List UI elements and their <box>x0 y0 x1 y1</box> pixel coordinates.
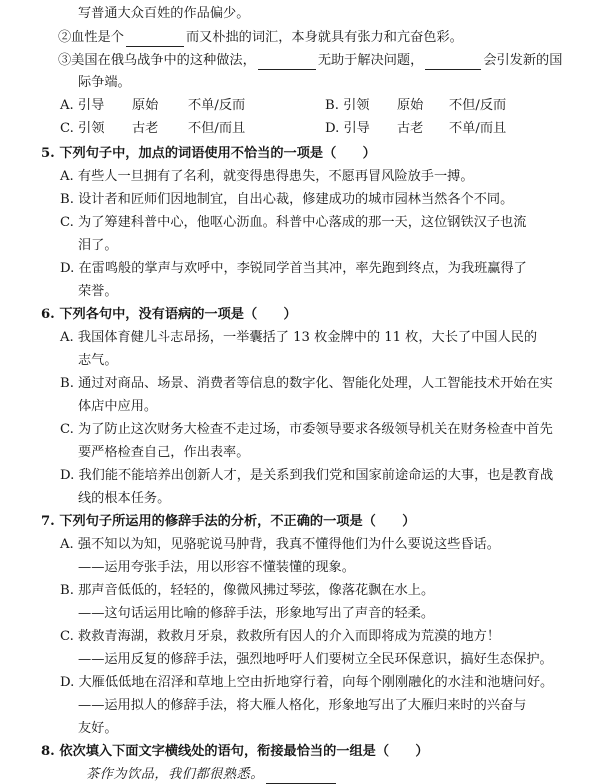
q8-passage <box>86 766 338 784</box>
opt-word1: B. 引领 <box>325 98 370 113</box>
q7-option-d-analysis: ——运用拟人的修辞手法，将大雁人格化，形象地写出了大雁归来时的兴奋与 <box>78 698 527 713</box>
q4-option-c[interactable] <box>60 120 246 138</box>
fill-blank <box>425 55 481 70</box>
opt-word2: 原始 <box>132 98 159 113</box>
opt-word3: 不单/而且 <box>449 121 507 136</box>
opt-word3: 不但/反而 <box>449 98 507 113</box>
q6-option-d-wrap: 线的根本任务。 <box>78 491 171 506</box>
q7-option-b[interactable]: B. 那声音低低的，轻轻的，像微风拂过琴弦，像落花飘在水上。 <box>60 583 435 598</box>
q4-s3-part2: 无助于解决问题， <box>317 53 424 68</box>
opt-word2: 古老 <box>132 121 159 136</box>
opt-word3: 不但/而且 <box>188 121 246 136</box>
q5-option-d[interactable]: D. 在雷鸣般的掌声与欢呼中，李锐同学首当其冲，率先跑到终点，为我班赢得了 <box>60 261 527 276</box>
q6-option-c[interactable]: C. 为了防止这次财务大检查不走过场，市委领导要求各级领导机关在财务检查中首先 <box>60 422 553 437</box>
q7-option-b-analysis: ——这句话运用比喻的修辞手法，形象地写出了声音的轻柔。 <box>78 606 435 621</box>
q5-option-d-wrap: 荣誉。 <box>78 284 118 299</box>
q8-passage-part1: 茶作为饮品，我们都很熟悉。 <box>86 767 264 782</box>
q7-stem: 7. 下列句子所运用的修辞手法的分析，不正确的一项是（ ） <box>41 514 416 529</box>
q4-option-d[interactable] <box>325 120 507 138</box>
opt-word2: 原始 <box>397 98 424 113</box>
q6-option-a[interactable]: A. 我国体育健儿斗志昂扬，一举囊括了 13 枚金牌中的 11 枚，大长了中国人民的 <box>60 330 538 345</box>
q4-s3-part1: ③美国在俄乌战争中的这种做法， <box>58 53 256 68</box>
q6-option-b-wrap: 体店中应用。 <box>78 399 158 414</box>
q5-option-b[interactable]: B. 设计者和匠师们因地制宜，自出心裁，修建成功的城市园林当然各个不同。 <box>60 192 514 207</box>
q4-option-a[interactable] <box>60 97 246 115</box>
fill-blank <box>258 55 316 70</box>
q5-option-c[interactable]: C. 为了筹建科普中心，他呕心沥血。科普中心落成的那一天，这位钢铁汉子也流 <box>60 215 527 230</box>
line-continuation: 写普通大众百姓的作品偏少。 <box>78 6 250 21</box>
q5-option-c-wrap: 泪了。 <box>78 238 118 253</box>
q7-option-c-analysis: ——运用反复的修辞手法，强烈地呼吁人们要树立全民环保意识，搞好生态保护。 <box>78 652 553 667</box>
opt-word1: C. 引领 <box>60 121 105 136</box>
q4-s2-part2: 而又朴拙的词汇，本身就具有张力和亢奋色彩。 <box>185 30 463 45</box>
fill-blank <box>126 32 184 47</box>
q4-sentence-3 <box>58 52 562 70</box>
q8-stem: 8. 依次填入下面文字横线处的语句，衔接最恰当的一组是（ ） <box>41 744 429 759</box>
q4-s2-part1: ②血性是个 <box>58 30 124 45</box>
opt-word2: 古老 <box>397 121 424 136</box>
q7-option-d-analysis-wrap: 友好。 <box>78 721 118 736</box>
q4-s3-part3: 会引发新的国 <box>483 53 563 68</box>
q4-sentence-2 <box>58 29 463 47</box>
q6-option-d[interactable]: D. 我们能不能培养出创新人才，是关系到我们党和国家前途命运的大事，也是教育战 <box>60 468 554 483</box>
q5-stem: 5. 下列句子中，加点的词语使用不恰当的一项是（ ） <box>41 146 376 161</box>
q7-option-c[interactable]: C. 救救青海湖，救救月牙泉，救救所有因人的介入而即将成为荒漠的地方！ <box>60 629 501 644</box>
opt-word1: D. 引导 <box>325 121 370 136</box>
q4-s3-wrap: 际争端。 <box>78 75 131 90</box>
opt-word3: 不单/反而 <box>188 98 246 113</box>
opt-word1: A. 引导 <box>60 98 105 113</box>
q6-stem: 6. 下列各句中，没有语病的一项是（ ） <box>41 307 297 322</box>
q6-option-c-wrap: 要严格检查自己，作出表率。 <box>78 445 250 460</box>
q5-option-a[interactable]: A. 有些人一旦拥有了名利，就变得患得患失，不愿再冒风险放手一搏。 <box>60 169 474 184</box>
q4-option-b[interactable] <box>325 97 507 115</box>
q7-option-a[interactable]: A. 强不知以为知，见骆驼说马肿背，我真不懂得他们为什么要说这些昏话。 <box>60 537 500 552</box>
q6-option-b[interactable]: B. 通过对商品、场景、消费者等信息的数字化、智能化处理，人工智能技术开始在实 <box>60 376 553 391</box>
q6-option-a-wrap: 志气。 <box>78 353 118 368</box>
q7-option-a-analysis: ——运用夸张手法，用以形容不懂装懂的现象。 <box>78 560 355 575</box>
q7-option-d[interactable]: D. 大雁低低地在沼泽和草地上空由折地穿行着，向每个刚刚融化的水洼和池塘问好。 <box>60 675 554 690</box>
